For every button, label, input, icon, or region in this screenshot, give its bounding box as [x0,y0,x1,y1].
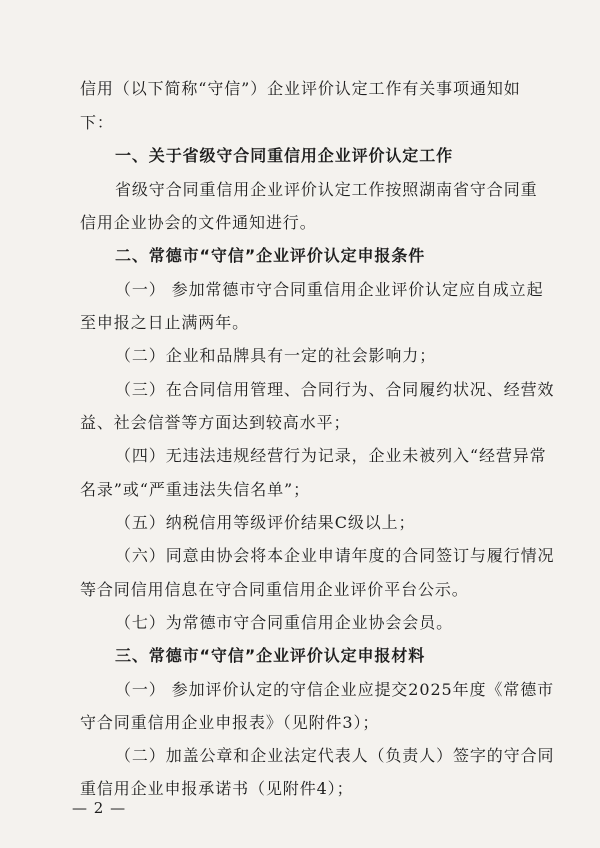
text-line: 等合同信用信息在守合同重信用企业评价平台公示。 [80,580,469,599]
text-line: （二）加盖公章和企业法定代表人（负责人）签字的守合同 [115,746,555,765]
text-line: （五）纳税信用等级评价结果C级以上； [115,513,416,532]
section-heading-2: 二、常德市“守信”企业评价认定申报条件 [115,246,426,265]
text-line: （二）企业和品牌具有一定的社会影响力； [115,346,437,365]
text-line: 信用企业协会的文件通知进行。 [80,213,317,232]
section-heading-1: 一、关于省级守合同重信用企业评价认定工作 [115,146,454,165]
text-line: 省级守合同重信用企业评价认定工作按照湖南省守合同重 [115,180,538,199]
text-line: 信用（以下简称“守信”）企业评价认定工作有关事项通知如 [80,79,521,98]
text-line: 守合同重信用企业申报表》（见附件3）； [80,713,380,732]
page-number: — 2 — [72,799,127,817]
text-line: 益、社会信誉等方面达到较高水平； [80,413,351,432]
section-heading-3: 三、常德市“守信”企业评价认定申报材料 [115,646,426,665]
text-line: （七）为常德市守合同重信用企业协会会员。 [115,613,454,632]
text-line: 下： [80,113,114,132]
text-line: 至申报之日止满两年。 [80,313,250,332]
text-line: 名录”或“严重违法失信名单”； [80,480,311,499]
text-line: （三）在合同信用管理、合同行为、合同履约状况、经营效 [115,380,555,399]
text-line: （六）同意由协会将本企业申请年度的合同签订与履行情况 [115,546,555,565]
text-line: 重信用企业申报承诺书（见附件4）； [80,779,354,798]
text-line: （一） 参加常德市守合同重信用企业评价认定应自成立起 [115,280,544,299]
text-line: （一） 参加评价认定的守信企业应提交2025年度《常德市 [115,680,555,699]
text-line: （四）无违法违规经营行为记录，企业未被列入“经营异常 [115,446,547,465]
